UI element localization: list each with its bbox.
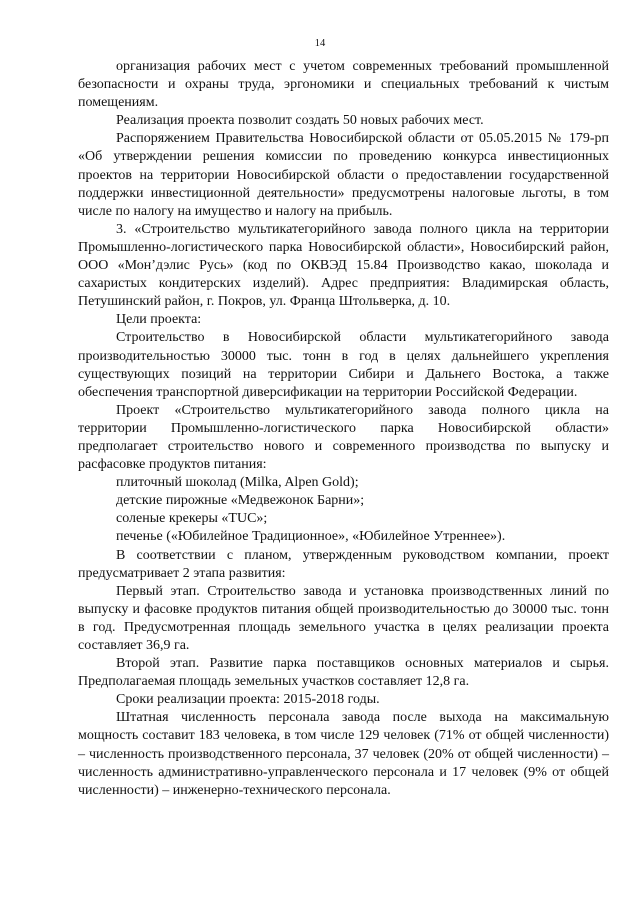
project-heading: 3. «Строительство мультикатегорийного завода полного цикла на территории Промышленно-логистического парка Новосибирской области», Новосибирский район, ООО «Мон’дэлис Русь» (код по ОКВЭД 15.84 Производство какао, шоколада и сахаристых кондитерских изделий). Адрес предприятия: Владимирская область, Петушинский район, г. Покров, ул. Франца Штольверка, д. 10. — [78, 221, 609, 310]
paragraph: организация рабочих мест с учетом современных требований промышленной безопасности и охраны труда, эргономики и специальных требований к чистым помещениям. — [78, 59, 609, 111]
list-item: соленые крекеры «TUC»; — [116, 511, 268, 527]
paragraph: Второй этап. Развитие парка поставщиков основных материалов и сырья. Предполагаемая площадь земельных участков составляет 12,8 га. — [78, 656, 609, 690]
list-item: плиточный шоколад (Milka, Alpen Gold); — [116, 475, 359, 491]
page-number: 14 — [314, 38, 326, 49]
paragraph: Сроки реализации проекта: 2015-2018 годы. — [116, 692, 380, 708]
paragraph: Строительство в Новосибирской области мультикатегорийного завода производительностью 30000 тыс. тонн в год в целях дальнейшего укрепления существующих позиций на территории Сибири и Дальнего Востока, а также обеспечения транспортной диверсификации на территории Российской Федерации. — [78, 330, 609, 400]
paragraph: Реализация проекта позволит создать 50 новых рабочих мест. — [116, 113, 484, 129]
paragraph: В соответствии с планом, утвержденным руководством компании, проект предусматривает 2 этапа развития: — [78, 547, 609, 581]
paragraph: Штатная численность персонала завода после выхода на максимальную мощность составит 183 человека, в том числе 129 человек (71% от общей численности) – численность производственного персонала, 37 человек (20% от общей численности) – численность административно-управленческого персонала и 17 человек (9% от общей численности) – инженерно-технического персонала. — [78, 710, 609, 798]
paragraph: Проект «Строительство мультикатегорийного завода полного цикла на территории Промышленно-логистического парка Новосибирской области» предполагает строительство нового и современного производства по выпуску и расфасовке продуктов питания: — [78, 402, 609, 473]
paragraph: Распоряжением Правительства Новосибирской области от 05.05.2015 № 179-рп «Об утверждении решения комиссии по проведению конкурса инвестиционных проектов на территории Новосибирской области о предоставлении государственной поддержки инвестиционной деятельности» предусмотрены налоговые льготы, в том числе по налогу на имущество и налогу на прибыль. — [78, 131, 609, 219]
list-item: печенье («Юбилейное Традиционное», «Юбилейное Утреннее»). — [116, 529, 506, 545]
document-body — [78, 58, 609, 800]
paragraph: Цели проекта: — [116, 312, 202, 328]
paragraph: Первый этап. Строительство завода и установка производственных линий по выпуску и фасовке продуктов питания общей производительностью до 30000 тыс. тонн в год. Предусмотренная площадь земельного участка в целях реализации проекта составляет 36,9 га. — [78, 583, 609, 653]
list-item: детские пирожные «Медвежонок Барни»; — [116, 493, 365, 509]
